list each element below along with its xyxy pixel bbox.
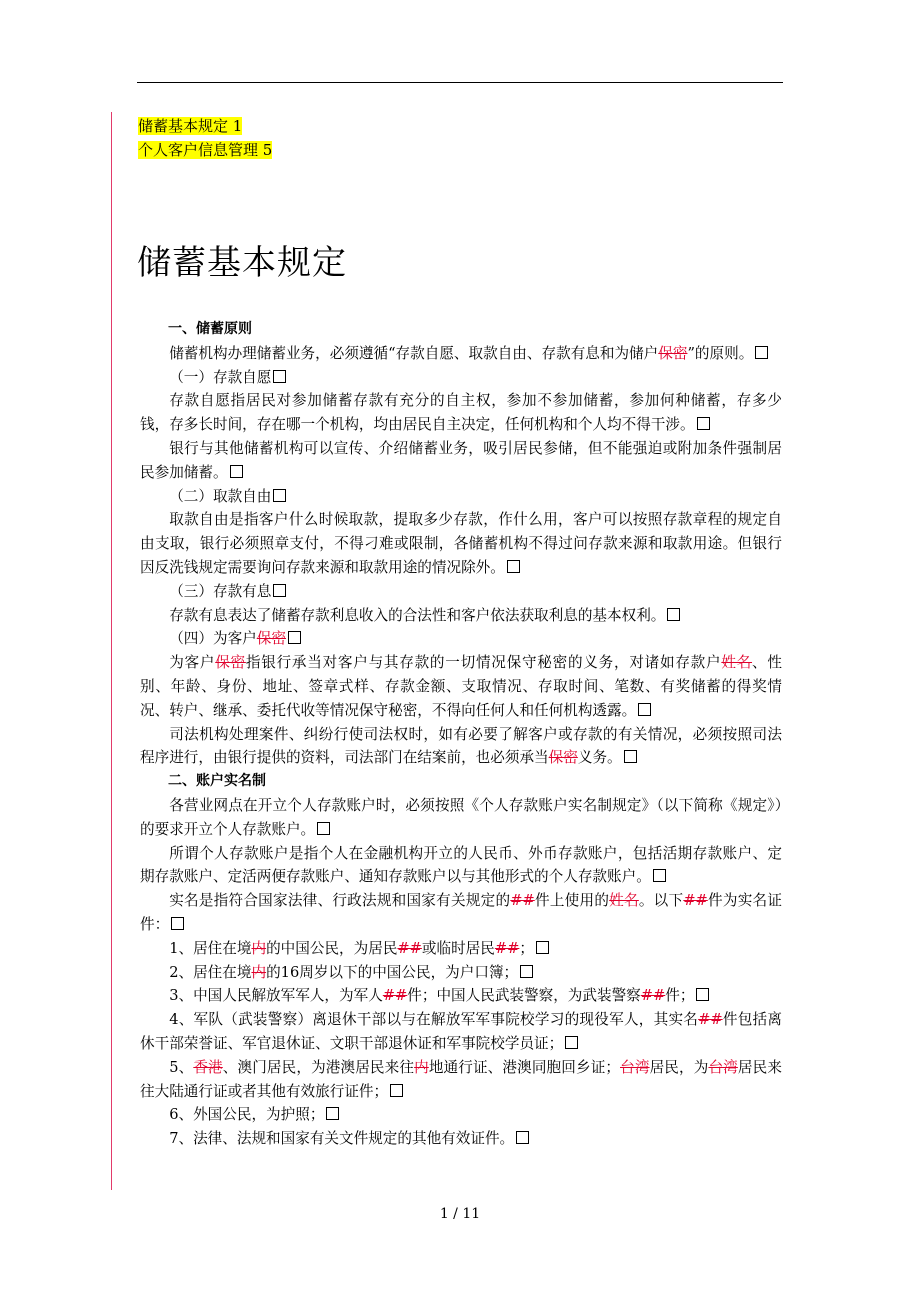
paragraph: 为客户保密指银行承当对客户与其存款的一切情况保守秘密的义务，对诸如存款户姓名、性别、年龄、身份、地址、签章式样、存款金额、支取情况、存取时间、笔数、有奖储蓄的得奖情况、转户、继承、委托代收等情况保守秘密，不得向任何人和任何机构透露。	[140, 654, 782, 719]
paragraph: 存款自愿指居民对参加储蓄存款有充分的自主权，参加不参加储蓄，参加何种储蓄，存多少钱，存多长时间，存在哪一个机构，均由居民自主决定，任何机构和个人均不得干涉。	[140, 392, 782, 434]
section-heading: 一、储蓄原则	[168, 321, 252, 337]
deleted-text: 保密	[548, 749, 578, 767]
subheading: （二）取款自由	[140, 485, 782, 509]
deleted-text: ##	[494, 939, 520, 957]
list-item: 3、中国人民解放军军人，为军人##件；中国人民武装警察，为武装警察##件；	[140, 984, 782, 1008]
page-number: 1 / 11	[439, 1206, 481, 1222]
deleted-text: ##	[510, 892, 535, 910]
paragraph: 实名是指符合国家法律、行政法规和国家有关规定的##件上使用的姓名。以下##件为实名证件：	[140, 892, 782, 933]
deleted-text: 台湾	[620, 1058, 650, 1076]
checkbox-icon	[317, 822, 330, 835]
deleted-text: ##	[640, 987, 666, 1005]
deleted-text: 姓名	[721, 654, 753, 672]
list-item: 6、外国公民，为护照；	[140, 1103, 782, 1127]
deleted-text: ##	[698, 1011, 723, 1029]
deleted-text: 内	[414, 1058, 429, 1076]
paragraph: 司法机构处理案件、纠纷行使司法权时，如有必要了解客户或存款的有关情况，必须按照司法程序进行，由银行提供的资料，司法部门在结案前，也必须承当保密义务。	[140, 725, 782, 767]
list-item: 2、居住在境内的16周岁以下的中国公民，为户口簿；	[140, 961, 782, 985]
checkbox-icon	[273, 370, 286, 383]
checkbox-icon	[696, 988, 709, 1001]
checkbox-icon	[230, 465, 243, 478]
paragraph: 所谓个人存款账户是指个人在金融机构开立的人民币、外币存款账户，包括活期存款账户、定期存款账户、定活两便存款账户、通知存款账户以与其他形式的个人存款账户。	[140, 844, 782, 886]
checkbox-icon	[638, 703, 651, 716]
deleted-text: ##	[382, 987, 408, 1005]
paragraph: 存款有息表达了储蓄存款利息收入的合法性和客户依法获取利息的基本权利。	[140, 604, 782, 628]
list-item: 7、法律、法规和国家有关文件规定的其他有效证件。	[140, 1127, 782, 1151]
checkbox-icon	[288, 631, 301, 644]
checkbox-icon	[273, 584, 286, 597]
subheading: （一）存款自愿	[140, 366, 782, 390]
deleted-text: 内	[251, 939, 267, 957]
page-title: 储蓄基本规定	[137, 243, 347, 283]
checkbox-icon	[516, 1131, 529, 1144]
checkbox-icon	[667, 608, 680, 621]
paragraph: 各营业网点在开立个人存款账户时，必须按照《个人存款账户实名制规定》（以下简称《规定》）的要求开立个人存款账户。	[140, 796, 782, 838]
checkbox-icon	[326, 1107, 339, 1120]
deleted-text: 台湾	[708, 1058, 738, 1076]
deleted-text: 保密	[215, 654, 246, 672]
table-of-contents	[138, 114, 272, 162]
subheading: （四）为客户保密	[140, 627, 782, 651]
list-item: 4、军队（武装警察）离退休干部以与在解放军军事院校学习的现役军人，其实名##件包括离休干部荣誉证、军官退休证、文职干部退休证和军事院校学员证；	[140, 1011, 782, 1052]
list-item: 5、香港、澳门居民，为港澳居民来往内地通行证、港澳同胞回乡证；台湾居民，为台湾居民来往大陆通行证或者其他有效旅行证件；	[140, 1058, 782, 1100]
checkbox-icon	[390, 1084, 403, 1097]
checkbox-icon	[653, 869, 666, 882]
checkbox-icon	[697, 417, 710, 430]
deleted-text: 姓名	[609, 892, 639, 910]
paragraph: 储蓄机构办理储蓄业务，必须遵循“存款自愿、取款自由、存款有息和为储户保密”的原则。	[140, 342, 782, 366]
deleted-text: 香港	[193, 1058, 223, 1076]
checkbox-icon	[536, 941, 549, 954]
checkbox-icon	[507, 560, 520, 573]
deleted-text: ##	[397, 939, 422, 957]
checkbox-icon	[520, 965, 533, 978]
section-heading: 二、账户实名制	[168, 773, 266, 790]
deleted-text: 保密	[658, 344, 688, 362]
paragraph: 取款自由是指客户什么时候取款，提取多少存款，作什么用，客户可以按照存款章程的规定自由支取，银行必须照章支付，不得刁难或限制，各储蓄机构不得过问存款来源和取款用途。但银行因反洗钱规定需要询问存款来源和取款用途的情况除外。	[140, 511, 782, 576]
checkbox-icon	[171, 917, 184, 930]
toc-item[interactable]: 个人客户信息管理 5	[138, 141, 273, 159]
document-body	[140, 318, 782, 1151]
toc-item[interactable]: 储蓄基本规定 1	[138, 117, 243, 135]
checkbox-icon	[624, 750, 637, 763]
header-rule	[137, 82, 783, 83]
deleted-text: ##	[683, 892, 708, 910]
checkbox-icon	[755, 346, 768, 359]
list-item: 1、居住在境内的中国公民，为居民##或临时居民##；	[140, 937, 782, 961]
deleted-text: 内	[251, 963, 267, 981]
checkbox-icon	[565, 1036, 578, 1049]
revision-margin-line	[111, 112, 112, 1190]
deleted-text: 保密	[256, 630, 286, 648]
checkbox-icon	[273, 489, 286, 502]
subheading: （三）存款有息	[140, 580, 782, 604]
paragraph: 银行与其他储蓄机构可以宣传、介绍储蓄业务，吸引居民参储，但不能强迫或附加条件强制居民参加储蓄。	[140, 439, 782, 481]
